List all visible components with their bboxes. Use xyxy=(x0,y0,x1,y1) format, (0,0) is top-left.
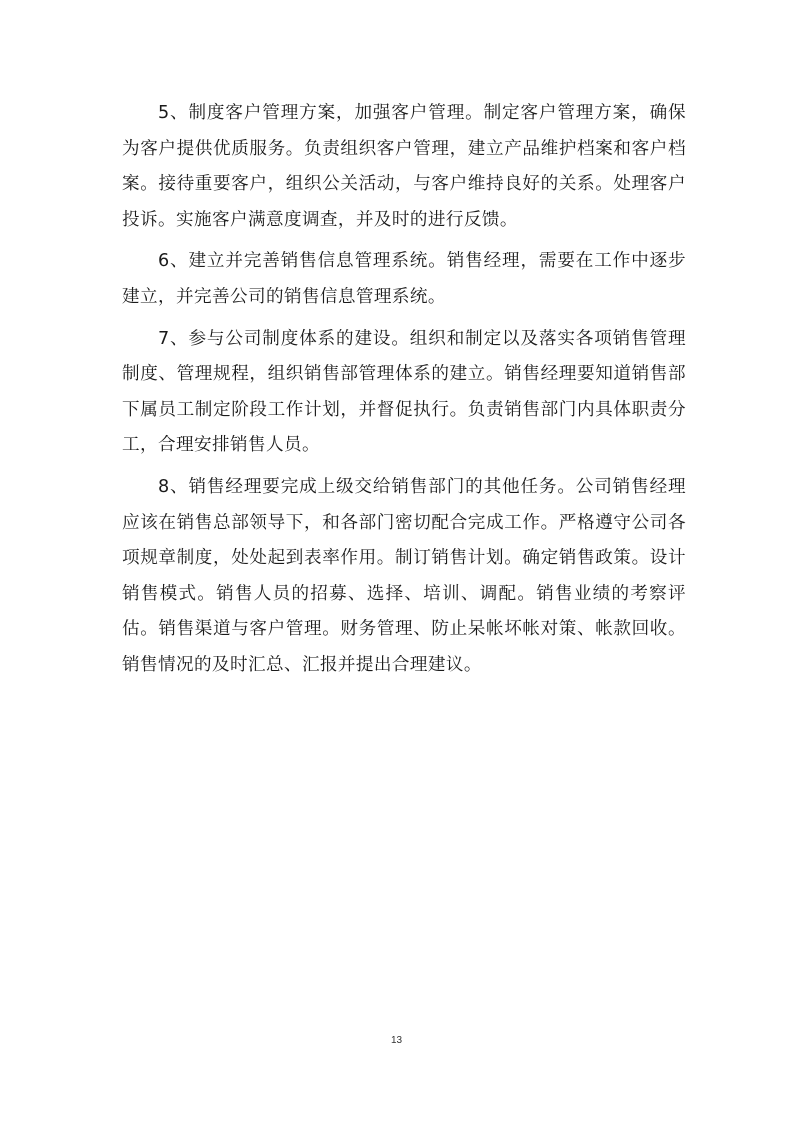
paragraph-5: 5、制度客户管理方案，加强客户管理。制定客户管理方案，确保为客户提供优质服务。负责组织客户管理，建立产品维护档案和客户档案。接待重要客户，组织公关活动，与客户维持良好的关系。处理客户投诉。实施客户满意度调查，并及时的进行反馈。 xyxy=(122,103,686,230)
page-number: 13 xyxy=(390,1035,403,1046)
document-body xyxy=(122,96,686,690)
paragraph-8: 8、销售经理要完成上级交给销售部门的其他任务。公司销售经理应该在销售总部领导下，和各部门密切配合完成工作。严格遵守公司各项规章制度，处处起到表率作用。制订销售计划。确定销售政策。设计销售模式。销售人员的招募、选择、培训、调配。销售业绩的考察评估。销售渠道与客户管理。财务管理、防止呆帐坏帐对策、帐款回收。销售情况的及时汇总、汇报并提出合理建议。 xyxy=(122,476,686,675)
paragraph-6: 6、建立并完善销售信息管理系统。销售经理，需要在工作中逐步建立，并完善公司的销售信息管理系统。 xyxy=(122,251,686,307)
paragraph-7: 7、参与公司制度体系的建设。组织和制定以及落实各项销售管理制度、管理规程，组织销售部管理体系的建立。销售经理要知道销售部下属员工制定阶段工作计划，并督促执行。负责销售部门内具体职责分工，合理安排销售人员。 xyxy=(122,328,686,456)
